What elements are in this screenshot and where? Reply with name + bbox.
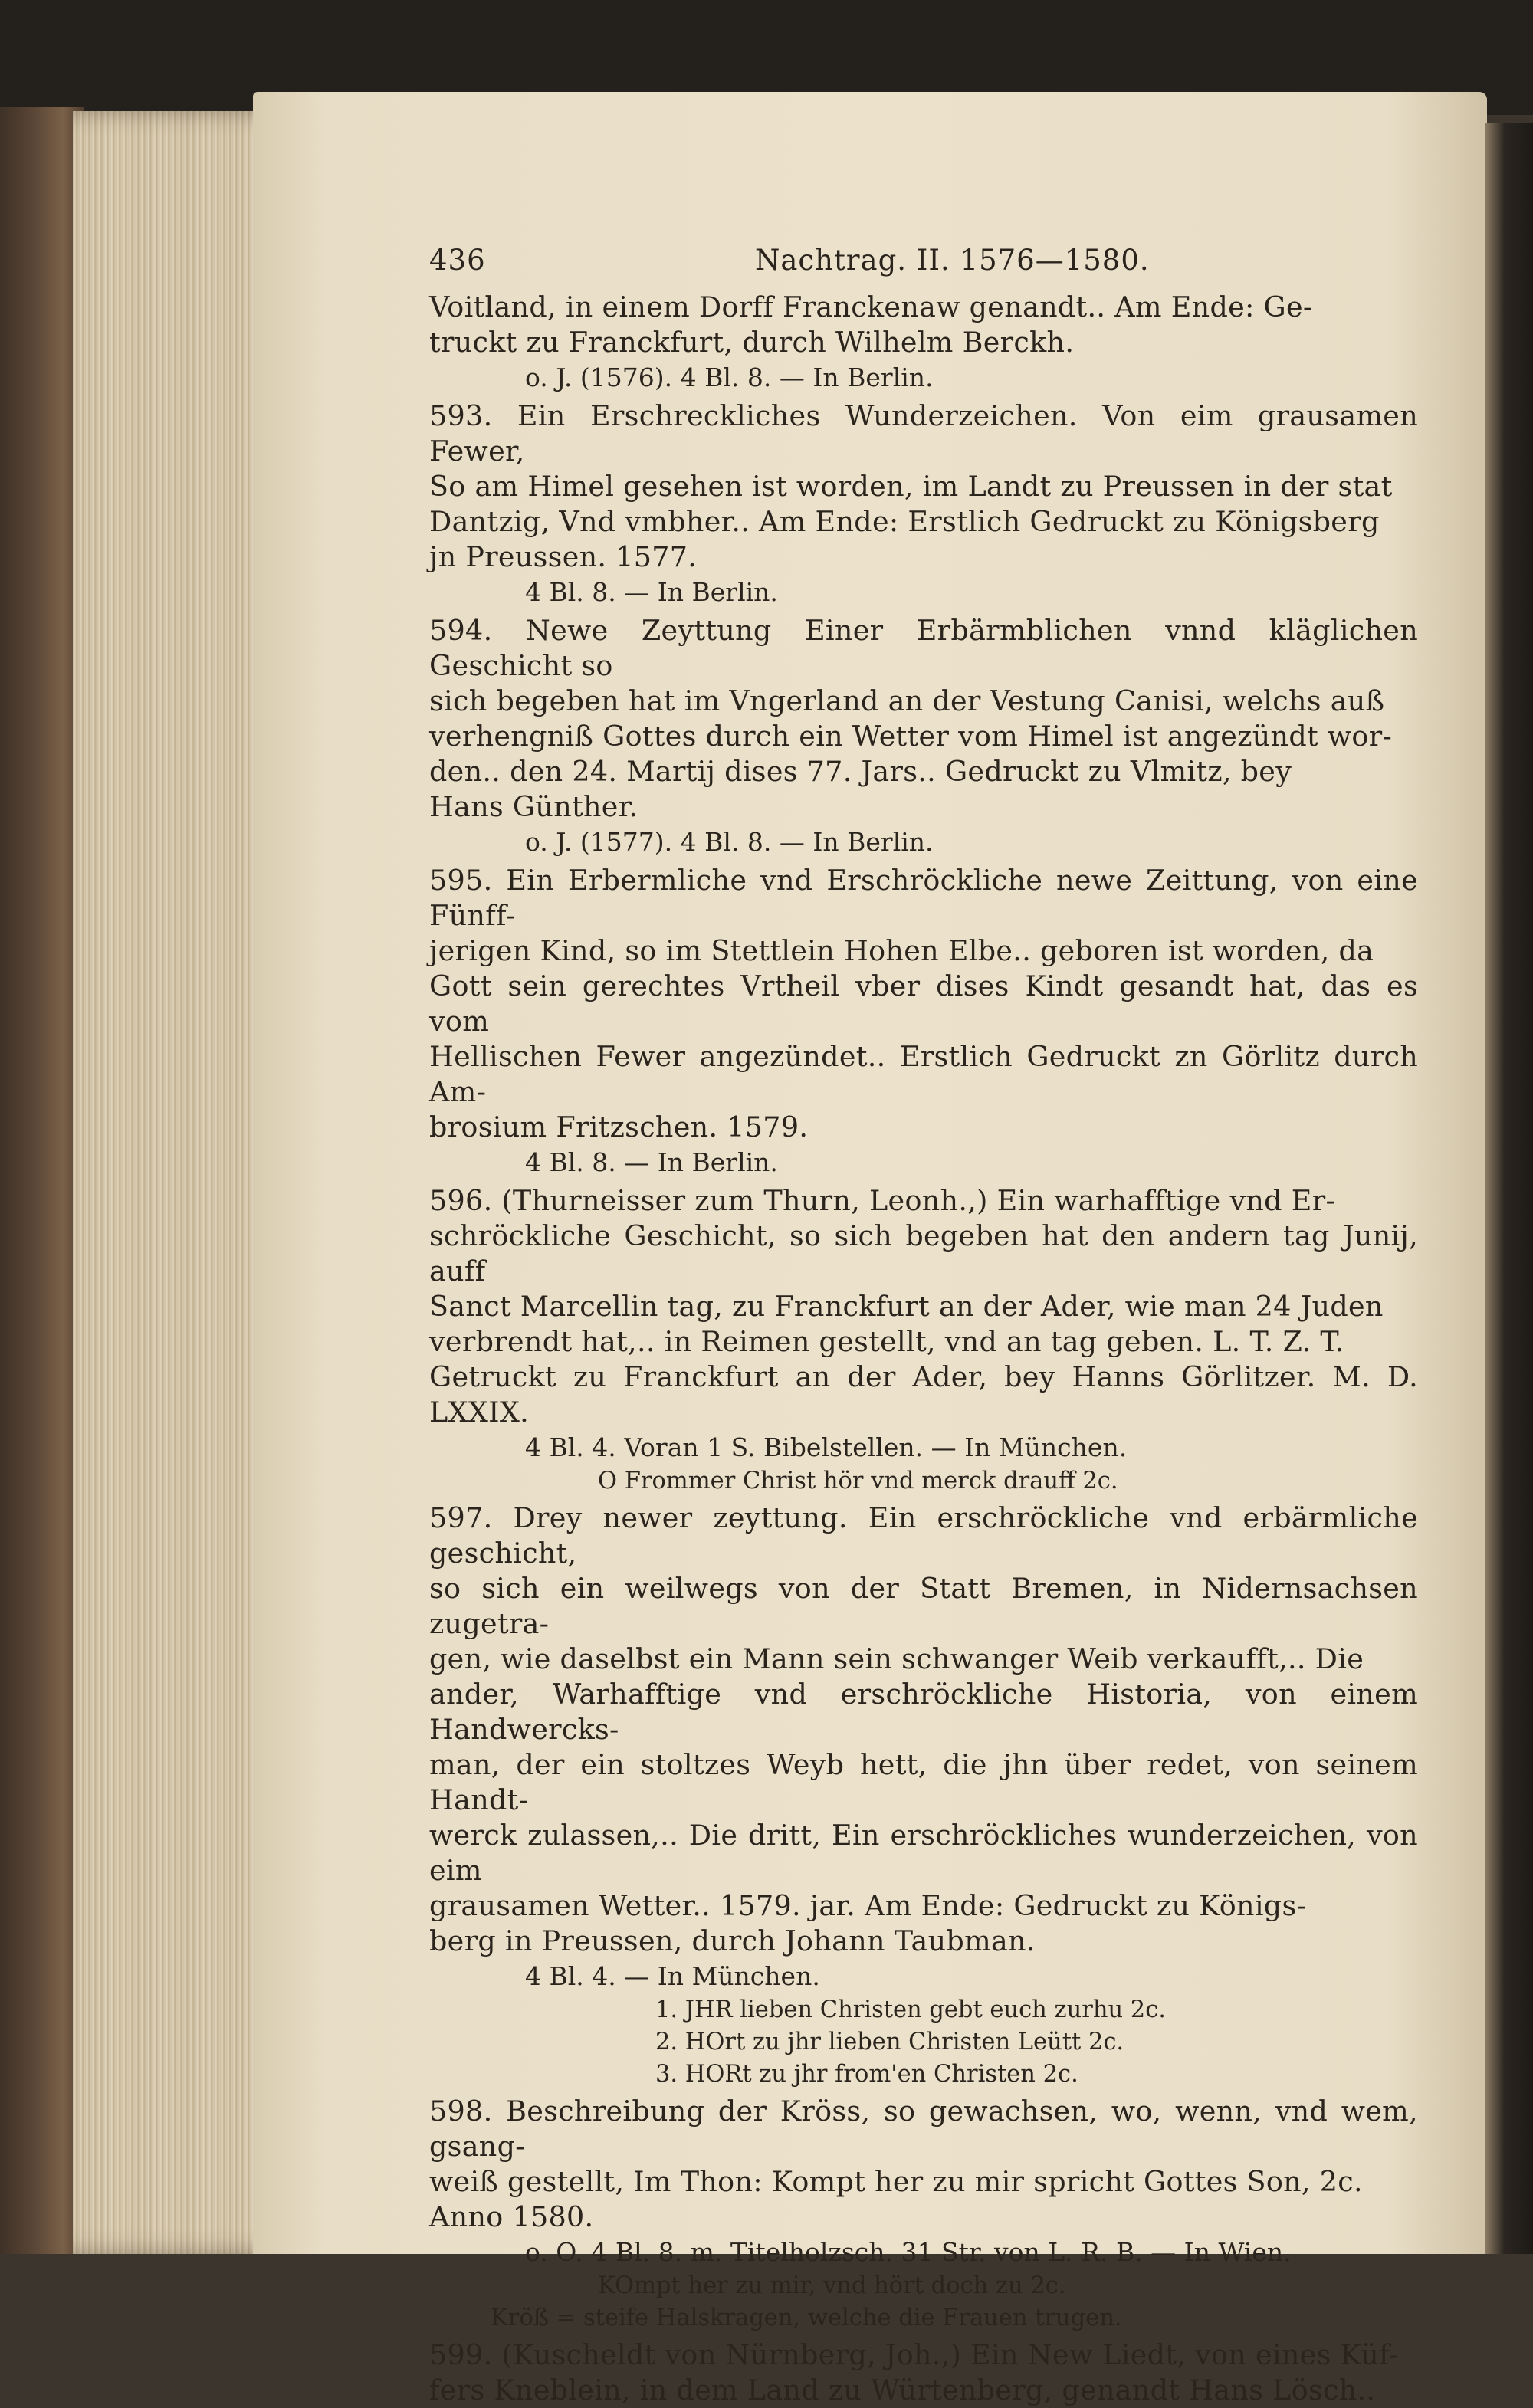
text-line: Voitland, in einem Dorff Franckenaw genandt.. Am Ende: Ge- — [429, 290, 1313, 323]
text-line: truckt zu Franckfurt, durch Wilhelm Berckh. — [429, 326, 1075, 359]
book-gutter-right — [1485, 123, 1533, 2254]
catalog-entry-595 — [429, 863, 1418, 1180]
bibliographic-meta: 4 Bl. 8. — In Berlin. — [525, 1147, 778, 1177]
incipit-note: KOmpt her zu mir, vnd hört doch zu 2c. — [598, 2272, 1066, 2299]
entry-title: (Kuscheldt von Nürnberg, Joh.,) Ein New Liedt, von eines Küf- — [501, 2338, 1399, 2371]
text-line: gen, wie daselbst ein Mann sein schwanger Weib verkaufft,.. Die — [429, 1642, 1364, 1675]
text-line: Dantzig, Vnd vmbher.. Am Ende: Erstlich Gedruckt zu Königsberg — [429, 505, 1380, 538]
text-line: fers Kneblein, in dem Land zu Würtenberg, genandt Hans Lösch.. — [429, 2374, 1376, 2406]
incipit-note: 2. HOrt zu jhr lieben Christen Leütt 2c. — [655, 2029, 1124, 2055]
text-line: grausamen Wetter.. 1579. jar. Am Ende: Gedruckt zu Königs- — [429, 1889, 1307, 1922]
text-line: man, der ein stoltzes Weyb hett, die jhn über redet, von seinem Handt- — [429, 1748, 1418, 1816]
entry-title: Ein Erschreckliches Wunderzeichen. Von eim grausamen Fewer, — [429, 399, 1419, 467]
text-line: so sich ein weilwegs von der Statt Bremen, in Nidernsachsen zugetra- — [429, 1572, 1418, 1640]
text-line: ander, Warhafftige vnd erschröckliche Historia, von einem Handwercks- — [429, 1678, 1418, 1746]
entry-number: 593. — [429, 399, 493, 432]
entry-number: 594. — [429, 614, 493, 647]
incipit-note: O Frommer Christ hör vnd merck drauff 2c. — [598, 1468, 1118, 1494]
bibliographic-meta: 4 Bl. 8. — In Berlin. — [525, 577, 778, 607]
catalog-entry-597 — [429, 1501, 1418, 2091]
entry-first-line — [429, 613, 1418, 684]
bibliographic-meta: o. J. (1577). 4 Bl. 8. — In Berlin. — [525, 827, 934, 857]
text-line: berg in Preussen, durch Johann Taubman. — [429, 1924, 1036, 1957]
entry-title: Ein Erbermliche vnd Erschröckliche newe Zeittung, von eine Fünff- — [429, 864, 1418, 932]
text-line: schröckliche Geschicht, so sich begeben hat den andern tag Junij, auff — [429, 1219, 1418, 1288]
entry-first-line — [429, 1501, 1418, 1571]
text-line: Gott sein gerechtes Vrtheil vber dises Kindt gesandt hat, das es vom — [429, 969, 1418, 1038]
page-number: 436 — [429, 244, 486, 277]
text-line: Sanct Marcellin tag, zu Franckfurt an der Ader, wie man 24 Juden — [429, 1290, 1384, 1323]
text-line: weiß gestellt, Im Thon: Kompt her zu mir spricht Gottes Son, 2c. — [429, 2165, 1363, 2198]
page-text-block — [429, 244, 1418, 2408]
catalog-entry-594 — [429, 613, 1418, 860]
entry-title: Drey newer zeyttung. Ein erschröckliche vnd erbärmliche geschicht, — [429, 1501, 1418, 1570]
entry-first-line — [429, 2337, 1418, 2373]
entry-title: Newe Zeyttung Einer Erbärmblichen vnnd kläglichen Geschicht so — [429, 614, 1418, 682]
incipit-note: 1. JHR lieben Christen gebt euch zurhu 2c. — [655, 1996, 1166, 2023]
explanatory-note: Kröß = steife Halskragen, welche die Frauen trugen. — [491, 2305, 1122, 2331]
book-cover-edge — [0, 107, 84, 2254]
entry-first-line — [429, 863, 1418, 933]
text-line: werck zulassen,.. Die dritt, Ein erschröckliches wunderzeichen, von eim — [429, 1819, 1418, 1887]
incipit-note: 3. HORt zu jhr from'en Christen 2c. — [655, 2061, 1078, 2088]
text-line: jn Preussen. 1577. — [429, 540, 698, 573]
bibliographic-meta: o. J. (1576). 4 Bl. 8. — In Berlin. — [525, 363, 934, 392]
text-line: jerigen Kind, so im Stettlein Hohen Elbe.. geboren ist worden, da — [429, 934, 1374, 967]
entry-number: 596. — [429, 1184, 493, 1217]
entry-first-line — [429, 2094, 1418, 2164]
intro-continuation — [429, 290, 1418, 395]
entry-title: (Thurneisser zum Thurn, Leonh.,) Ein warhafftige vnd Er- — [501, 1184, 1336, 1217]
bibliographic-meta: o. O. 4 Bl. 8. m. Titelholzsch. 31 Str. von L. R. B. — In Wien. — [525, 2237, 1292, 2267]
bibliographic-meta: 4 Bl. 4. Voran 1 S. Bibelstellen. — In München. — [525, 1432, 1128, 1462]
catalog-entry-593 — [429, 399, 1418, 610]
entry-first-line — [429, 399, 1418, 469]
bibliographic-meta: 4 Bl. 4. — In München. — [525, 1961, 820, 1991]
text-line: Anno 1580. — [429, 2200, 594, 2233]
entry-number: 598. — [429, 2095, 493, 2128]
catalog-entry-598 — [429, 2094, 1418, 2334]
page-header — [429, 244, 1418, 290]
text-line: den.. den 24. Martij dises 77. Jars.. Gedruckt zu Vlmitz, bey — [429, 755, 1292, 788]
text-line: verbrendt hat,.. in Reimen gestellt, vnd an tag geben. L. T. Z. T. — [429, 1325, 1344, 1358]
text-line: Getruckt zu Franckfurt an der Ader, bey Hanns Görlitzer. M. D. LXXIX. — [429, 1360, 1418, 1429]
text-line: sich begeben hat im Vngerland an der Vestung Canisi, welchs auß — [429, 684, 1385, 717]
running-head: Nachtrag. II. 1576—1580. — [755, 244, 1150, 277]
entry-first-line — [429, 1183, 1418, 1219]
entry-number: 597. — [429, 1501, 493, 1534]
entry-number: 595. — [429, 864, 493, 897]
entry-number: 599. — [429, 2338, 493, 2371]
text-line: verhengniß Gottes durch ein Wetter vom Himel ist angezündt wor- — [429, 720, 1393, 753]
text-line: brosium Fritzschen. 1579. — [429, 1111, 809, 1143]
catalog-entry-596 — [429, 1183, 1418, 1498]
text-line: Hans Günther. — [429, 790, 638, 823]
text-line: Hellischen Fewer angezündet.. Erstlich Gedruckt zn Görlitz durch Am- — [429, 1040, 1418, 1108]
text-line: So am Himel gesehen ist worden, im Landt zu Preussen in der stat — [429, 470, 1393, 503]
entry-title: Beschreibung der Kröss, so gewachsen, wo, wenn, vnd wem, gsang- — [429, 2095, 1418, 2163]
catalog-entry-599 — [429, 2337, 1418, 2408]
